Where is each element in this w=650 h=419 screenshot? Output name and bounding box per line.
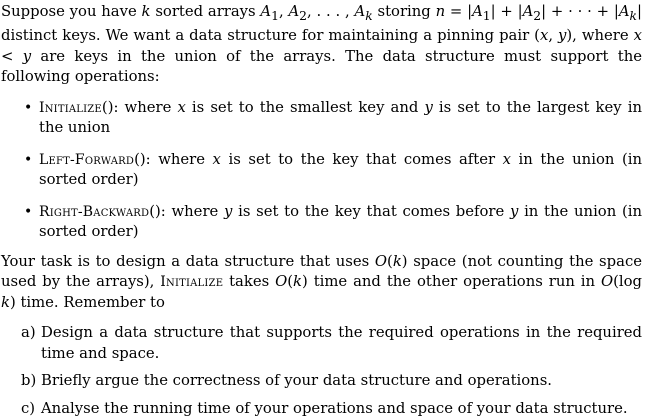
task-text-2: space (not counting the space used by the arrays),	[1, 252, 642, 291]
task-paragraph	[1, 252, 642, 314]
var-a2: A	[288, 3, 300, 20]
intro-text-4: distinct keys. We want a data structure for maintaining a pinning pair (	[1, 27, 540, 45]
parts-list	[1, 323, 642, 419]
operation-var: x	[502, 150, 511, 168]
operation-text: in the union (in sorted order)	[39, 202, 643, 241]
operation-text: (): where	[101, 98, 178, 116]
operation-name: Left-Forward	[39, 151, 135, 168]
abs-bar-3: |	[637, 3, 642, 20]
var-y: y	[558, 27, 567, 45]
operation-name: Initialize	[39, 99, 102, 116]
task-text-4: time and the other operations run in	[307, 273, 601, 291]
operations-list	[1, 98, 642, 243]
abs-bar-2: | + · · · + |	[541, 3, 619, 20]
var-k: k	[392, 252, 402, 270]
operation-var: x	[177, 98, 186, 116]
intro-text-3: storing	[372, 3, 436, 20]
operation-text: in the union (in sorted order)	[39, 150, 642, 189]
paren-open: (	[287, 273, 294, 291]
comma: ,	[278, 3, 289, 20]
intro-paragraph	[1, 2, 642, 88]
var-a1: A	[260, 3, 272, 20]
sub-2: 2	[299, 8, 307, 23]
paren-open: (	[387, 252, 393, 270]
var-k: k	[1, 293, 10, 311]
intro-text-2: sorted arrays	[150, 3, 261, 20]
task-text-5: time. Remember to	[15, 293, 165, 311]
ellipsis: , . . . ,	[307, 3, 355, 20]
var-a1-abs: A	[472, 3, 483, 20]
operation-item-left-forward	[24, 150, 642, 191]
less-than: <	[1, 47, 23, 65]
var-x-2: x	[633, 27, 642, 45]
big-o: O	[600, 273, 614, 291]
sub-2-abs: 2	[533, 8, 542, 23]
part-marker: a)	[21, 324, 36, 342]
operation-text: (): where	[134, 150, 213, 168]
var-k: k	[141, 3, 151, 20]
var-x: x	[539, 27, 549, 45]
operation-var: x	[212, 150, 221, 168]
operation-name: Right-Backward	[39, 203, 150, 220]
operation-text: is set to the largest key in the union	[39, 98, 642, 137]
part-text: Design a data structure that supports the required operations in the required time and space.	[41, 324, 642, 362]
paren-close: )	[302, 273, 308, 291]
sub-k: k	[365, 8, 373, 23]
intro-text-1: Suppose you have	[1, 3, 142, 20]
big-o: O	[374, 252, 388, 270]
sub-1: 1	[271, 8, 279, 23]
operation-var: y	[509, 202, 519, 220]
operation-var: y	[424, 98, 433, 116]
operation-item-right-backward	[24, 202, 643, 243]
operation-text: is set to the key that comes before	[232, 202, 510, 220]
bullet-icon: •	[24, 99, 33, 116]
paren-close: )	[401, 252, 408, 270]
comma-2: ,	[548, 27, 559, 45]
var-y-2: y	[22, 47, 32, 65]
abs-bar-1: | + |	[490, 3, 523, 20]
var-n: n	[435, 3, 446, 20]
part-text: Analyse the running time of your operations and space of your data structure.	[41, 399, 628, 417]
part-marker: b)	[21, 372, 37, 390]
sub-1-abs: 1	[482, 8, 491, 23]
var-ak-abs: A	[618, 3, 630, 20]
part-item-a	[21, 323, 642, 364]
var-a2-abs: A	[522, 3, 534, 20]
paren-close: )	[9, 293, 16, 311]
sub-k-abs: k	[629, 8, 637, 23]
intro-text-6: are keys in the union of the arrays. The data structure must support the following operations:	[1, 47, 643, 86]
log-open: (log	[613, 273, 642, 291]
operation-text: is set to the key that comes after	[220, 150, 503, 168]
part-item-b	[21, 371, 642, 392]
bullet-icon: •	[24, 203, 33, 220]
part-text: Briefly argue the correctness of your data structure and operations.	[41, 372, 553, 390]
part-item-c	[21, 399, 642, 419]
initialize-name: Initialize	[160, 274, 224, 291]
bullet-icon: •	[24, 151, 33, 168]
task-text-3: takes	[223, 273, 276, 291]
big-o: O	[275, 273, 288, 291]
operation-text: is set to the smallest key and	[185, 98, 425, 116]
operation-text: (): where	[149, 202, 225, 220]
intro-text-5: ), where	[566, 27, 634, 45]
var-k: k	[293, 273, 303, 291]
part-marker: c)	[21, 399, 36, 417]
operation-item-initialize	[24, 98, 642, 139]
task-text-1: Your task is to design a data structure that uses	[1, 252, 375, 270]
operation-var: y	[224, 202, 233, 220]
equals: = |	[445, 3, 473, 20]
var-ak: A	[354, 3, 366, 20]
